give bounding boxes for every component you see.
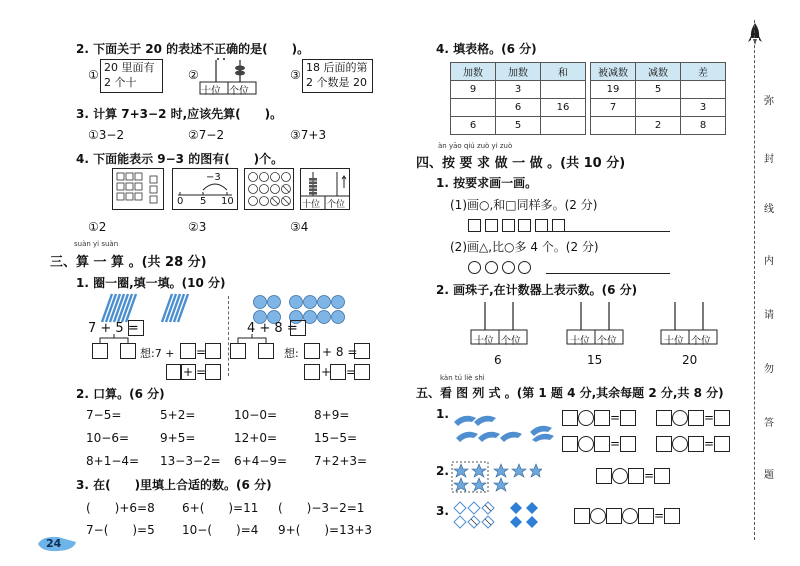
answer-box[interactable] [714, 410, 730, 426]
sec5-pinyin: kàn tú liè shì [440, 374, 485, 382]
q2-opt2-right: 个位 [229, 86, 249, 97]
s3q1-think1-eq-b: = [196, 365, 207, 379]
q4-opt1: ①2 [88, 220, 107, 234]
q4-abacus-left: 十位 [302, 200, 321, 210]
answer-box[interactable] [620, 436, 636, 452]
q4-stem: 4. 下面能表示 9−3 的图有( )个。 [76, 152, 284, 166]
operator-circle[interactable] [578, 410, 594, 426]
q4-numberline-tick-10: 10 [221, 196, 234, 207]
seal-char: 线 [764, 204, 774, 215]
q2-opt3-line1: 18 后面的第 [306, 61, 368, 74]
sec4-q1-a-answer-line[interactable] [546, 230, 670, 232]
q4-abacus-right: 个位 [327, 200, 346, 210]
s3q1-eq1: 7 + 5 = [88, 321, 139, 336]
seal-char: 勿 [764, 364, 774, 375]
s3q1-separator [228, 296, 229, 376]
s3q2-r0c2: 10−0= [234, 408, 278, 422]
stars-picture [450, 460, 542, 494]
answer-box[interactable] [562, 436, 578, 452]
table2-cell[interactable] [681, 81, 726, 99]
q4-pic-cubes [112, 168, 164, 210]
table1-header-0: 加数 [451, 63, 496, 81]
answer-box[interactable] [596, 468, 612, 484]
s3q1-think1-box-a[interactable] [180, 343, 196, 359]
table2-cell[interactable] [591, 117, 636, 135]
s3q2-r2c0: 8+1−4= [86, 454, 140, 468]
table2-cell[interactable]: 3 [681, 99, 726, 117]
s3q1-think1-box-b[interactable] [205, 343, 221, 359]
q4-numberline-tick-5: 5 [200, 196, 207, 207]
sec3-title: 三、算 一 算 。(共 28 分) [50, 255, 207, 270]
s3q3-r1c1: 10−( )=4 [182, 523, 259, 537]
s3q1-think2-box-d[interactable] [330, 364, 346, 380]
equals-sign: = [610, 410, 621, 425]
table2-cell[interactable]: 8 [681, 117, 726, 135]
q2-opt1-line2: 2 个十 [104, 76, 137, 89]
table1-cell[interactable]: 5 [496, 117, 541, 135]
s3q2-r0c1: 5+2= [160, 408, 196, 422]
s3q2-r0c3: 8+9= [314, 408, 350, 422]
operator-circle[interactable] [672, 436, 688, 452]
counter3-right: 个位 [691, 336, 711, 347]
answer-box[interactable] [594, 410, 610, 426]
answer-box[interactable] [574, 508, 590, 524]
s3q1-split1-box-a[interactable] [92, 343, 108, 359]
counter2-number: 15 [587, 353, 603, 367]
q2-opt1-line1: 20 里面有 [104, 61, 155, 74]
s3q3-r0c2: ( )−3−2=1 [278, 501, 365, 515]
sec5-q1-eq4 [656, 436, 730, 452]
sec4-pinyin: àn yāo qiú zuò yi zuò [438, 142, 513, 150]
table1-cell[interactable]: 9 [451, 81, 496, 99]
s3q1-think2-box-c[interactable] [304, 364, 320, 380]
s3q2-r0c0: 7−5= [86, 408, 122, 422]
s3q2-r1c3: 15−5= [314, 431, 358, 445]
sec5-q1-label: 1. [436, 407, 449, 421]
sec5-title: 五、看 图 列 式 。(第 1 题 4 分,其余每题 2 分,共 8 分) [416, 386, 724, 400]
s3q3-r0c0: ( )+6=8 [86, 501, 155, 515]
s3q1-split2-box-a[interactable] [230, 343, 246, 359]
s3q2-stem: 2. 口算。(6 分) [76, 387, 165, 401]
s3q3-r1c0: 7−( )=5 [86, 523, 155, 537]
q3-stem: 3. 计算 7+3−2 时,应该先算( )。 [76, 107, 283, 121]
table1-cell[interactable]: 3 [496, 81, 541, 99]
operator-circle[interactable] [622, 508, 638, 524]
equals-sign: = [704, 410, 715, 425]
table1-cell[interactable] [541, 117, 586, 135]
seal-char: 内 [764, 256, 774, 267]
s3q1-think2-box-b[interactable] [354, 343, 370, 359]
sec4-q1-b-answer-line[interactable] [546, 272, 670, 274]
s3q3-r1c2: 9+( )=13+3 [278, 523, 373, 537]
sec4-title: 四、按 要 求 做 一 做 。(共 10 分) [416, 156, 626, 171]
q4-opt3: ③4 [290, 220, 309, 234]
answer-box[interactable] [656, 436, 672, 452]
operator-circle[interactable] [590, 508, 606, 524]
s3q1-think1-box-e[interactable] [180, 364, 196, 380]
counter3-number: 20 [682, 353, 698, 367]
q2-opt1-card [100, 59, 163, 93]
table2-cell[interactable]: 7 [591, 99, 636, 117]
seal-char: 请 [764, 310, 774, 321]
s3q2-r1c2: 12+0= [234, 431, 278, 445]
answer-box[interactable] [714, 436, 730, 452]
sec5-q1-eq1 [562, 410, 636, 426]
answer-box[interactable] [688, 410, 704, 426]
table2-header-1: 减数 [636, 63, 681, 81]
sec5-q3-eq [574, 508, 680, 524]
sec3-pinyin: suàn yi suàn [74, 240, 119, 248]
sec5-q2-eq [596, 468, 670, 484]
circle-shape [502, 261, 515, 274]
sec4-q1-a: (1)画○,和□同样多。(2 分) [450, 198, 598, 212]
q2-opt2-left: 十位 [201, 86, 221, 97]
square-shape [468, 219, 481, 232]
table1-cell[interactable] [541, 81, 586, 99]
answer-box[interactable] [628, 468, 644, 484]
s3q1-think1-box-f[interactable] [205, 364, 221, 380]
counter1-number: 6 [494, 353, 502, 367]
sec4-q2-stem: 2. 画珠子,在计数器上表示数。(6 分) [436, 283, 638, 297]
s3q1-think1-eq-a: = [196, 345, 207, 359]
s3q2-r2c3: 7+2+3= [314, 454, 368, 468]
operator-circle[interactable] [672, 410, 688, 426]
counter3-left: 十位 [664, 336, 684, 347]
sec4-q1-circles [468, 260, 531, 274]
square-shape [502, 219, 515, 232]
table1-header-2: 和 [541, 63, 586, 81]
q2-opt3-mark: ③ [290, 68, 301, 82]
s3q1-sticks [92, 292, 214, 324]
circle-shape [518, 261, 531, 274]
table2-header-2: 差 [681, 63, 726, 81]
table2-cell[interactable] [636, 99, 681, 117]
answer-box[interactable] [654, 468, 670, 484]
q4-numberline-label: −3 [206, 172, 221, 183]
answer-box[interactable] [664, 508, 680, 524]
answer-box[interactable] [606, 508, 622, 524]
equals-sign: = [644, 468, 655, 483]
s3q2-r1c1: 9+5= [160, 431, 196, 445]
counter1-right: 个位 [501, 336, 521, 347]
s3q1-think2-plus: + [321, 365, 332, 379]
s3q1-think2: 想: [284, 347, 299, 360]
sec5-q1-eq3 [562, 436, 636, 452]
q4-pic-faces [244, 168, 294, 210]
s3q1-eq2: 4 + 8 = [247, 321, 298, 336]
counter2-right: 个位 [597, 336, 617, 347]
sec5-q3-label: 3. [436, 504, 449, 518]
s3q1-split1-box-b[interactable] [120, 343, 136, 359]
s3q1-think2-eq: = [346, 365, 357, 379]
table2-cell[interactable]: 5 [636, 81, 681, 99]
equals-sign: = [704, 436, 715, 451]
s3q1-stem: 1. 圈一圈,填一填。(10 分) [76, 276, 226, 290]
q2-opt1-mark: ① [88, 68, 99, 82]
counter2-left: 十位 [570, 336, 590, 347]
equals-sign: = [654, 508, 665, 523]
s3q1-think2-plus8: + 8 = [322, 345, 358, 359]
table1-cell[interactable]: 16 [541, 99, 586, 117]
table2-cell[interactable]: 19 [591, 81, 636, 99]
operator-circle[interactable] [612, 468, 628, 484]
dolphins-picture [450, 408, 558, 442]
seal-char: 封 [764, 154, 774, 165]
s3q2-r1c0: 10−6= [86, 431, 130, 445]
s3q3-stem: 3. 在( )里填上合适的数。(6 分) [76, 478, 272, 492]
s3q1-split2-box-b[interactable] [258, 343, 274, 359]
q4-opt2: ②3 [188, 220, 207, 234]
square-shape [485, 219, 498, 232]
answer-box[interactable] [688, 436, 704, 452]
s3q1-think1-plus: + [183, 365, 194, 379]
seal-char: 弥 [764, 96, 774, 107]
answer-box[interactable] [594, 436, 610, 452]
table2-cell[interactable]: 2 [636, 117, 681, 135]
s3q1-think2-box-a[interactable] [304, 343, 320, 359]
q3-opt2: ②7−2 [188, 128, 225, 142]
rocket-icon [748, 22, 762, 46]
table1-cell[interactable]: 6 [451, 117, 496, 135]
operator-circle[interactable] [578, 436, 594, 452]
sec4-q1-stem: 1. 按要求画一画。 [436, 176, 538, 190]
s3q2-r2c1: 13−3−2= [160, 454, 221, 468]
q4-numberline-tick-0: 0 [177, 196, 184, 207]
sec5-q2-label: 2. [436, 464, 449, 478]
answer-box[interactable] [656, 410, 672, 426]
q2-opt2-mark: ② [188, 68, 199, 82]
answer-box[interactable] [620, 410, 636, 426]
r-q4-stem: 4. 填表格。(6 分) [436, 42, 537, 56]
table-subtraction [590, 62, 726, 135]
sec5-q1-eq2 [656, 410, 730, 426]
table1-header-1: 加数 [496, 63, 541, 81]
s3q1-think2-box-e[interactable] [354, 364, 370, 380]
circle-shape [468, 261, 481, 274]
table1-cell[interactable] [451, 99, 496, 117]
square-shape [518, 219, 531, 232]
s3q1-think1: 想:7 + [140, 347, 175, 360]
seal-char: 题 [764, 470, 774, 481]
q2-opt3-line2: 2 个数是 20 [306, 76, 367, 89]
table2-header-0: 被减数 [591, 63, 636, 81]
page-number: 24 [46, 537, 62, 550]
circle-shape [485, 261, 498, 274]
s3q2-r2c2: 6+4−9= [234, 454, 288, 468]
q3-opt1: ①3−2 [88, 128, 125, 142]
table1-cell[interactable]: 6 [496, 99, 541, 117]
table-addition [450, 62, 586, 135]
seal-char: 答 [764, 418, 774, 429]
q2-stem: 2. 下面关于 20 的表述不正确的是( )。 [76, 42, 310, 56]
s3q1-answer-box-2[interactable] [290, 320, 306, 336]
answer-box[interactable] [562, 410, 578, 426]
sec4-q1-b: (2)画△,比○多 4 个。(2 分) [450, 240, 599, 254]
seal-dashed-line [754, 20, 755, 540]
q3-opt3: ③7+3 [290, 128, 327, 142]
s3q3-r0c1: 6+( )=11 [182, 501, 259, 515]
answer-box[interactable] [638, 508, 654, 524]
equals-sign: = [610, 436, 621, 451]
q2-opt3-card [302, 59, 373, 93]
counter1-left: 十位 [474, 336, 494, 347]
diamonds-picture [450, 500, 550, 532]
